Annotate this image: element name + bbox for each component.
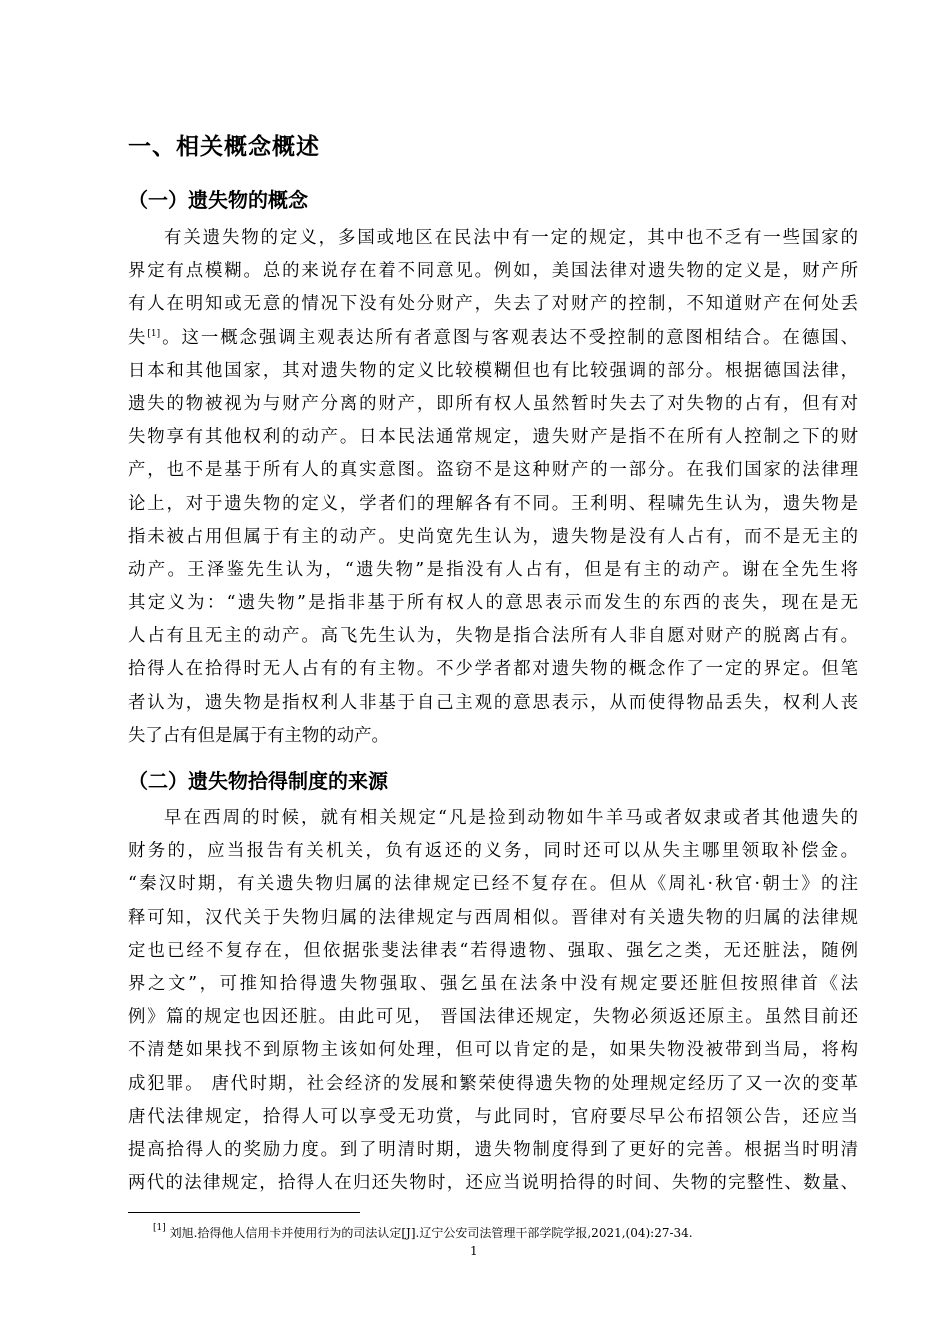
text-line: 例》篇的规定也因还脏。由此可见， 晋国法律还规定，失物必须返还原主。虽然目前还: [128, 1007, 858, 1028]
footnote: [153, 1224, 693, 1241]
footnote-divider: [128, 1212, 360, 1213]
text-line: 定也已经不复存在，但依据张斐法律表“若得遗物、强取、强乞之类，无还脏法，随例: [128, 940, 858, 961]
text-fragment: 。这一概念强调主观表达所有者意图与客观表达不受控制的意图相结合。在德国、: [160, 327, 858, 348]
footnote-marker: [1]: [153, 1223, 166, 1233]
text-line: 两代的法律规定，拾得人在归还失物时，还应当说明拾得的时间、失物的完整性、数量、: [128, 1173, 858, 1194]
text-line: 不清楚如果找不到原物主该如何处理，但可以肯定的是，如果失物没被带到当局，将构: [128, 1040, 858, 1061]
chapter-heading: 一、相关概念概述: [128, 134, 320, 160]
text-line: “秦汉时期，有关遗失物归属的法律规定已经不复存在。但从《周礼·秋官·朝士》的注: [128, 874, 858, 895]
text-line: 有人在明知或无意的情况下没有处分财产，失去了对财产的控制，不知道财产在何处丢: [128, 294, 858, 315]
footnote-text: 刘旭.拾得他人信用卡并使用行为的司法认定[J].辽宁公安司法管理干部学院学报,2021,(04):27-34.: [165, 1226, 693, 1240]
text-line: 有关遗失物的定义，多国或地区在民法中有一定的规定，其中也不乏有一些国家的: [164, 228, 858, 248]
text-line: 界定有点模糊。总的来说存在着不同意见。例如，美国法律对遗失物的定义是，财产所: [128, 261, 858, 282]
section-heading-1: （一）遗失物的概念: [128, 188, 308, 212]
text-line: 人占有且无主的动产。高飞先生认为，失物是指合法所有人非自愿对财产的脱离占有。: [128, 626, 858, 647]
text-line: 失物享有其他权利的动产。日本民法通常规定，遗失财产是指不在所有人控制之下的财: [128, 427, 858, 448]
text-line: 拾得人在拾得时无人占有的有主物。不少学者都对遗失物的概念作了一定的界定。但笔: [128, 659, 858, 680]
text-line: 其定义为：“遗失物”是指非基于所有权人的意思表示而发生的东西的丧失，现在是无: [128, 593, 858, 614]
text-line: 提高拾得人的奖励力度。到了明清时期，遗失物制度得到了更好的完善。根据当时明清: [128, 1139, 858, 1160]
text-line: 早在西周的时候，就有相关规定“凡是捡到动物如牛羊马或者奴隶或者其他遗失的: [164, 808, 858, 828]
text-line: 日本和其他国家，其对遗失物的定义比较模糊但也有比较强调的部分。根据德国法律，: [128, 360, 858, 381]
text-line: 指未被占用但属于有主的动产。史尚宽先生认为，遗失物是没有人占有，而不是无主的: [128, 526, 858, 547]
paragraph-system-origin: [128, 802, 858, 1200]
text-line: 产，也不是基于所有人的真实意图。盗窃不是这种财产的一部分。在我们国家的法律理: [128, 460, 858, 481]
text-line: 动产。王泽鉴先生认为，“遗失物”是指没有人占有，但是有主的动产。谢在全先生将: [128, 559, 858, 580]
text-line: 成犯罪。 唐代时期，社会经济的发展和繁荣使得遗失物的处理规定经历了又一次的变革: [128, 1073, 858, 1094]
section-heading-2: （二）遗失物拾得制度的来源: [128, 769, 388, 793]
text-line: 论上，对于遗失物的定义，学者们的理解各有不同。王利明、程啸先生认为，遗失物是: [128, 493, 858, 514]
text-line: 释可知，汉代关于失物归属的法律规定与西周相似。晋律对有关遗失物的归属的法律规: [128, 907, 858, 928]
page-number: 1: [470, 1244, 478, 1258]
text-line: 财务的，应当报告有关机关，负有返还的义务，同时还可以从失主哪里领取补偿金。: [128, 841, 858, 862]
text-line: 者认为，遗失物是指权利人非基于自己主观的意思表示，从而使得物品丢失，权利人丧: [128, 692, 858, 713]
text-line: 唐代法律规定，拾得人可以享受无功赏，与此同时，官府要尽早公布招领公告，还应当: [128, 1106, 858, 1127]
text-line: 遗失的物被视为与财产分离的财产，即所有权人虽然暂时失去了对失物的占有，但有对: [128, 393, 858, 414]
text-fragment: 失: [128, 327, 148, 348]
paragraph-lost-property-definition: [128, 222, 858, 753]
text-line: 失了占有但是属于有主物的动产。: [128, 725, 389, 746]
footnote-reference: [1]: [147, 328, 161, 339]
text-line-with-footnote: [128, 322, 858, 355]
text-line: 界之文”，可推知拾得遗失物强取、强乞虽在法条中没有规定要还脏但按照律首《法: [128, 973, 858, 994]
